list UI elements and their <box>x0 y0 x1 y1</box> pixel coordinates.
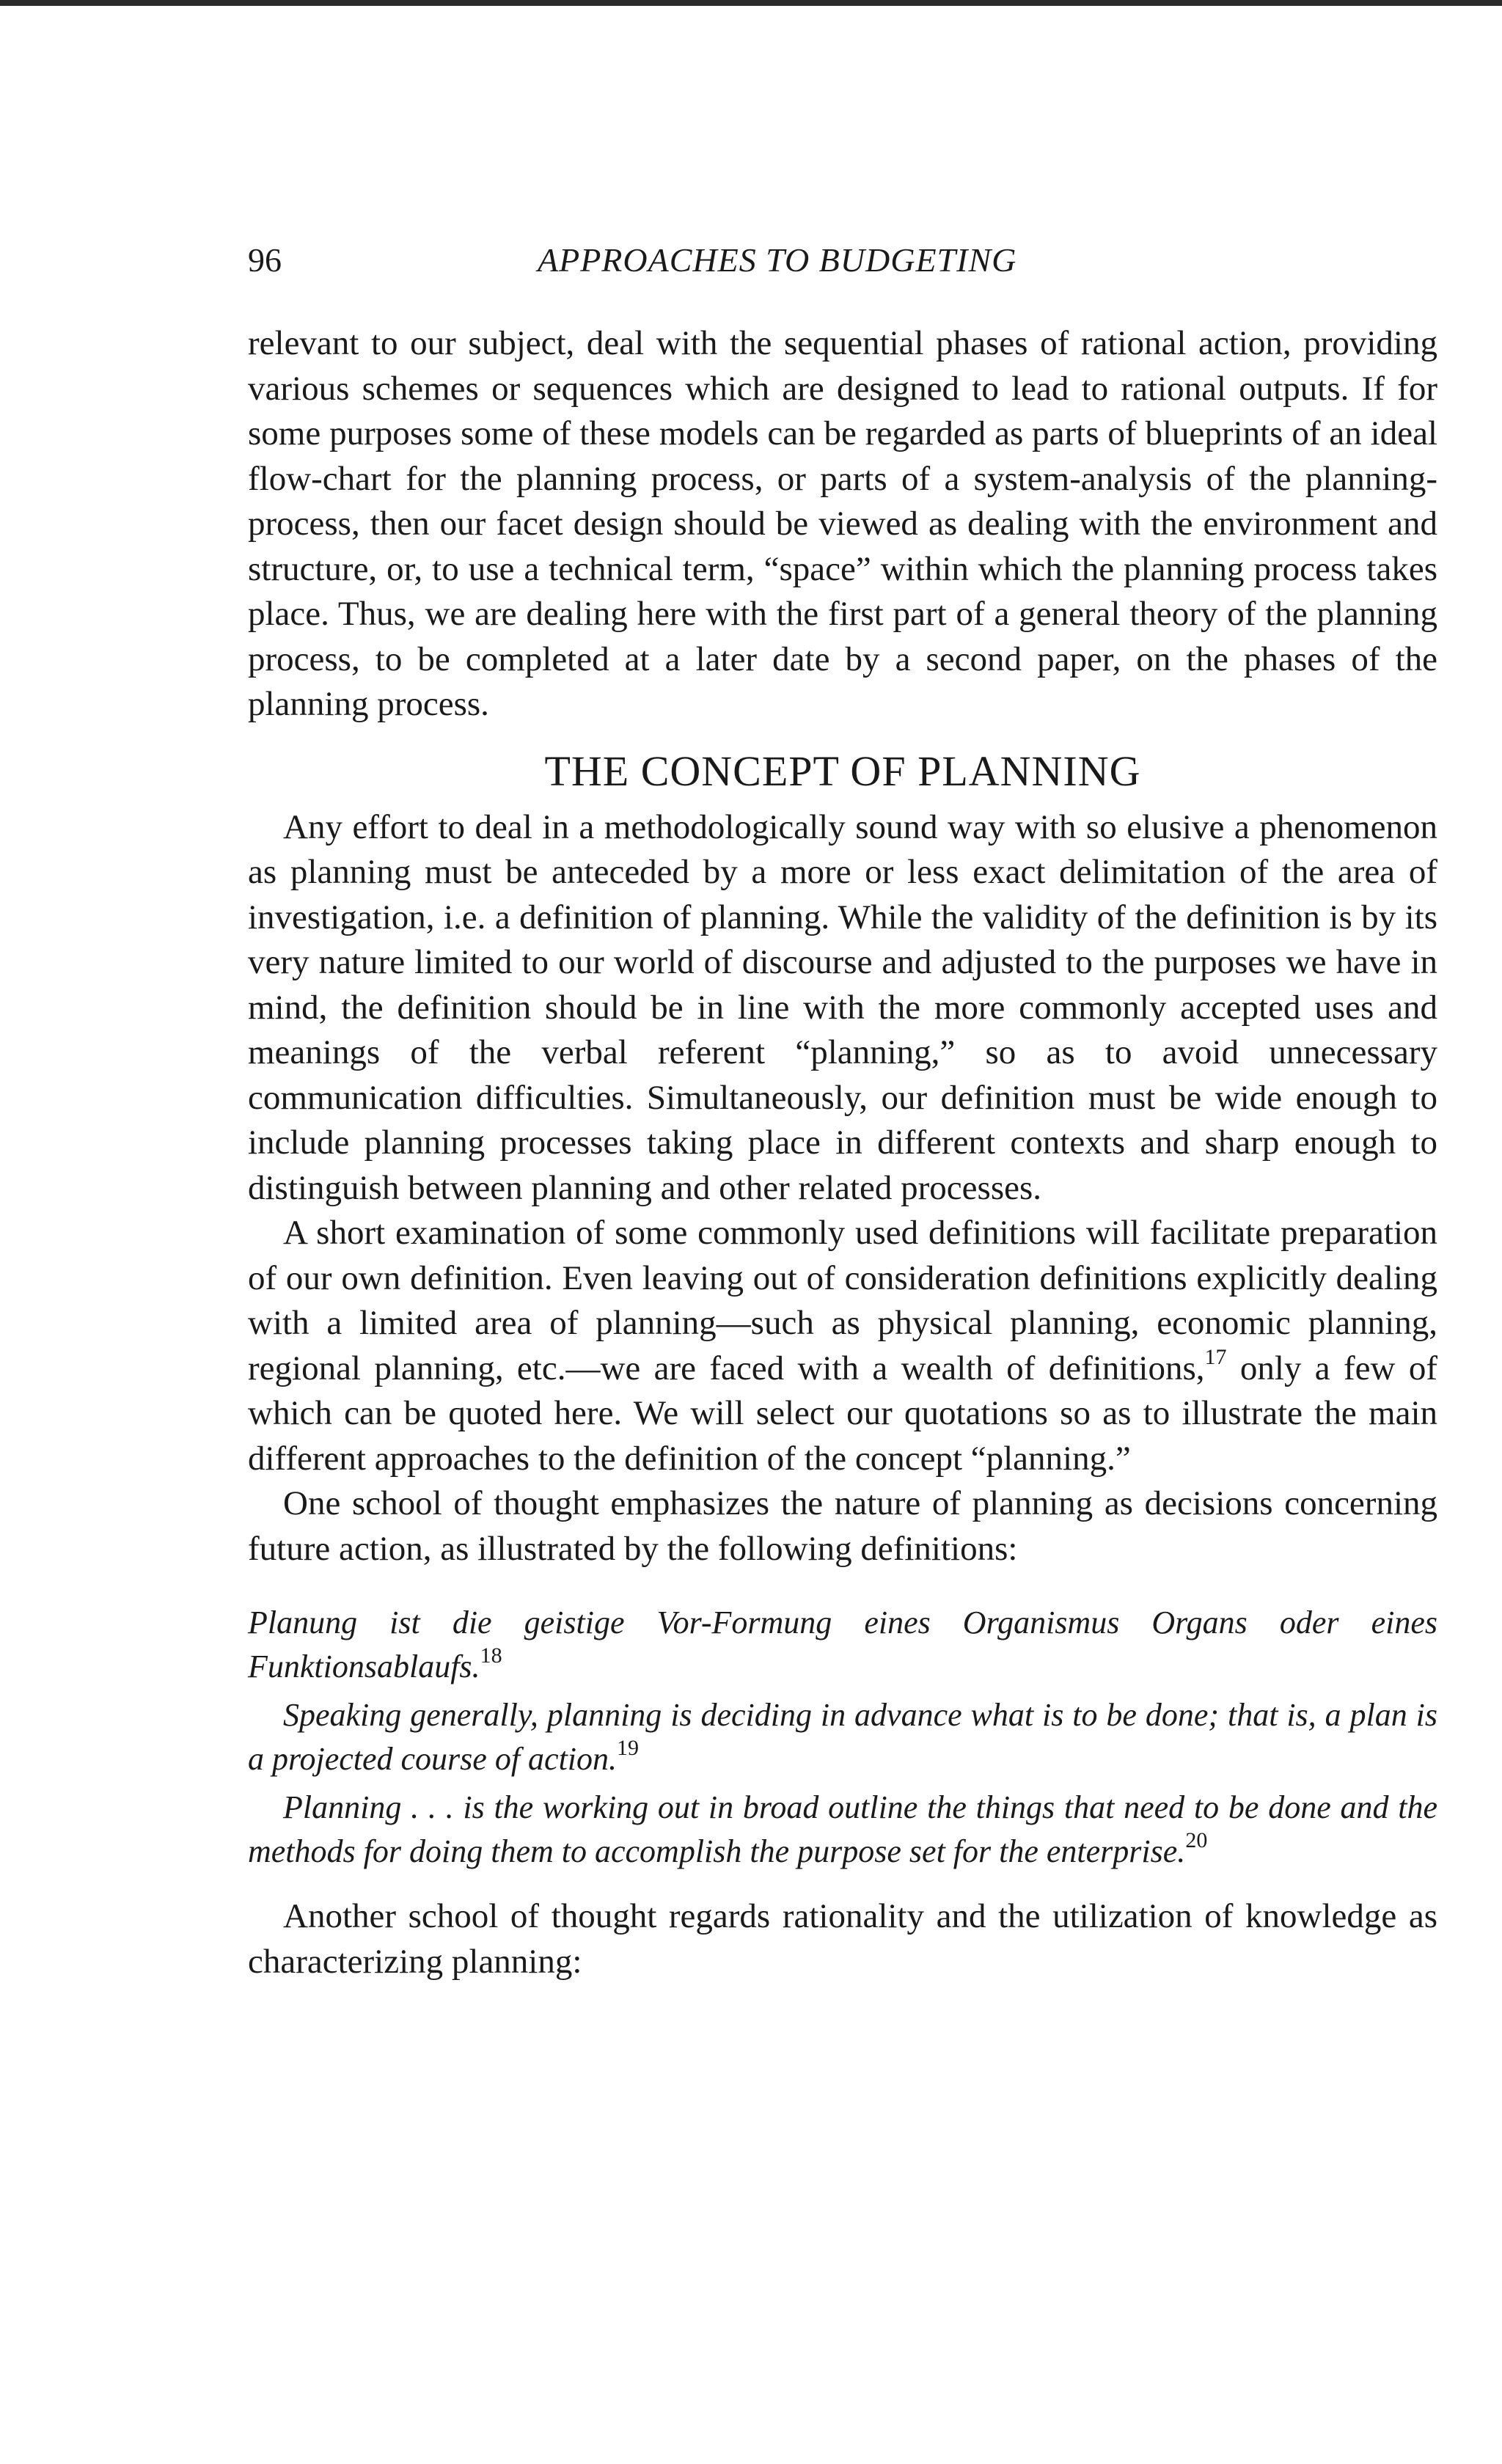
quotation <box>248 1786 1437 1874</box>
paragraph-examination <box>248 1211 1437 1481</box>
quotation-text: Planung ist die geistige Vor-Formung eines Organismus Organs oder eines Funktionsablaufs. <box>248 1605 1437 1684</box>
paragraph-continued: relevant to our subject, deal with the sequential phases of rational action, providing various schemes or sequences which are designed to lead to rational outputs. If for some purposes some of these models can be regarded as parts of blueprints of an ideal flow-chart for the planning process, or parts of a system-analysis of the planning-process, then our facet design should be viewed as dealing with the environment and structure, or, to use a technical term, “space” within which the planning process takes place. Thus, we are dealing here with the first part of a general theory of the planning process, to be completed at a later date by a second paper, on the phases of the planning process. <box>248 324 1437 723</box>
page-content <box>248 235 1437 1984</box>
running-title: APPROACHES TO BUDGETING <box>538 241 1017 279</box>
quotation-text: Planning . . . is the working out in broad outline the things that need to be done and the methods for doing them to accomplish the purpose set for the enterprise. <box>248 1789 1437 1869</box>
section-heading: THE CONCEPT OF PLANNING <box>544 747 1141 795</box>
footnote-ref: 19 <box>617 1736 640 1761</box>
paragraph-school-decisions: One school of thought emphasizes the nature of planning as decisions concerning future action, as illustrated by the following definitions: <box>248 1484 1437 1568</box>
running-head <box>248 235 1437 293</box>
page-number: 96 <box>248 241 282 279</box>
paragraph-text: only a few of which can be quoted here. We will select our quotations so as to illustrate the main different approaches to the definition of the concept “planning.” <box>248 1349 1437 1478</box>
paragraph-school-rationality: Another school of thought regards rationality and the utilization of knowledge as characterizing planning: <box>248 1897 1437 1981</box>
footnote-ref: 20 <box>1185 1828 1208 1853</box>
quotation <box>248 1601 1437 1689</box>
paragraph-definition-intro: Any effort to deal in a methodologically sound way with so elusive a phenomenon as planning must be anteceded by a more or less exact delimitation of the area of investigation, i.e. a definition of planning. While the validity of the definition is by its very nature limited to our world of discourse and adjusted to the purposes we have in mind, the definition should be in line with the more commonly accepted uses and meanings of the verbal referent “planning,” so as to avoid unnecessary communication difficulties. Simultaneously, our definition must be wide enough to include planning processes taking place in different contexts and sharp enough to distinguish between planning and other related processes. <box>248 807 1437 1207</box>
quotation-block <box>248 1601 1437 1874</box>
footnote-ref: 17 <box>1204 1344 1227 1369</box>
quotation <box>248 1693 1437 1781</box>
quotation-text: Speaking generally, planning is deciding in advance what is to be done; that is, a plan is a projected course of action. <box>248 1697 1437 1777</box>
paragraph-text: A short examination of some commonly used definitions will facilitate preparation of our own definition. Even leaving out of consideration definitions explicitly dealing with a limited area of planning—such as physical planning, economic planning, regional planning, etc.—we are faced with a wealth of definitions, <box>248 1214 1437 1387</box>
footnote-ref: 18 <box>480 1643 502 1668</box>
top-border-rule <box>0 0 1502 6</box>
